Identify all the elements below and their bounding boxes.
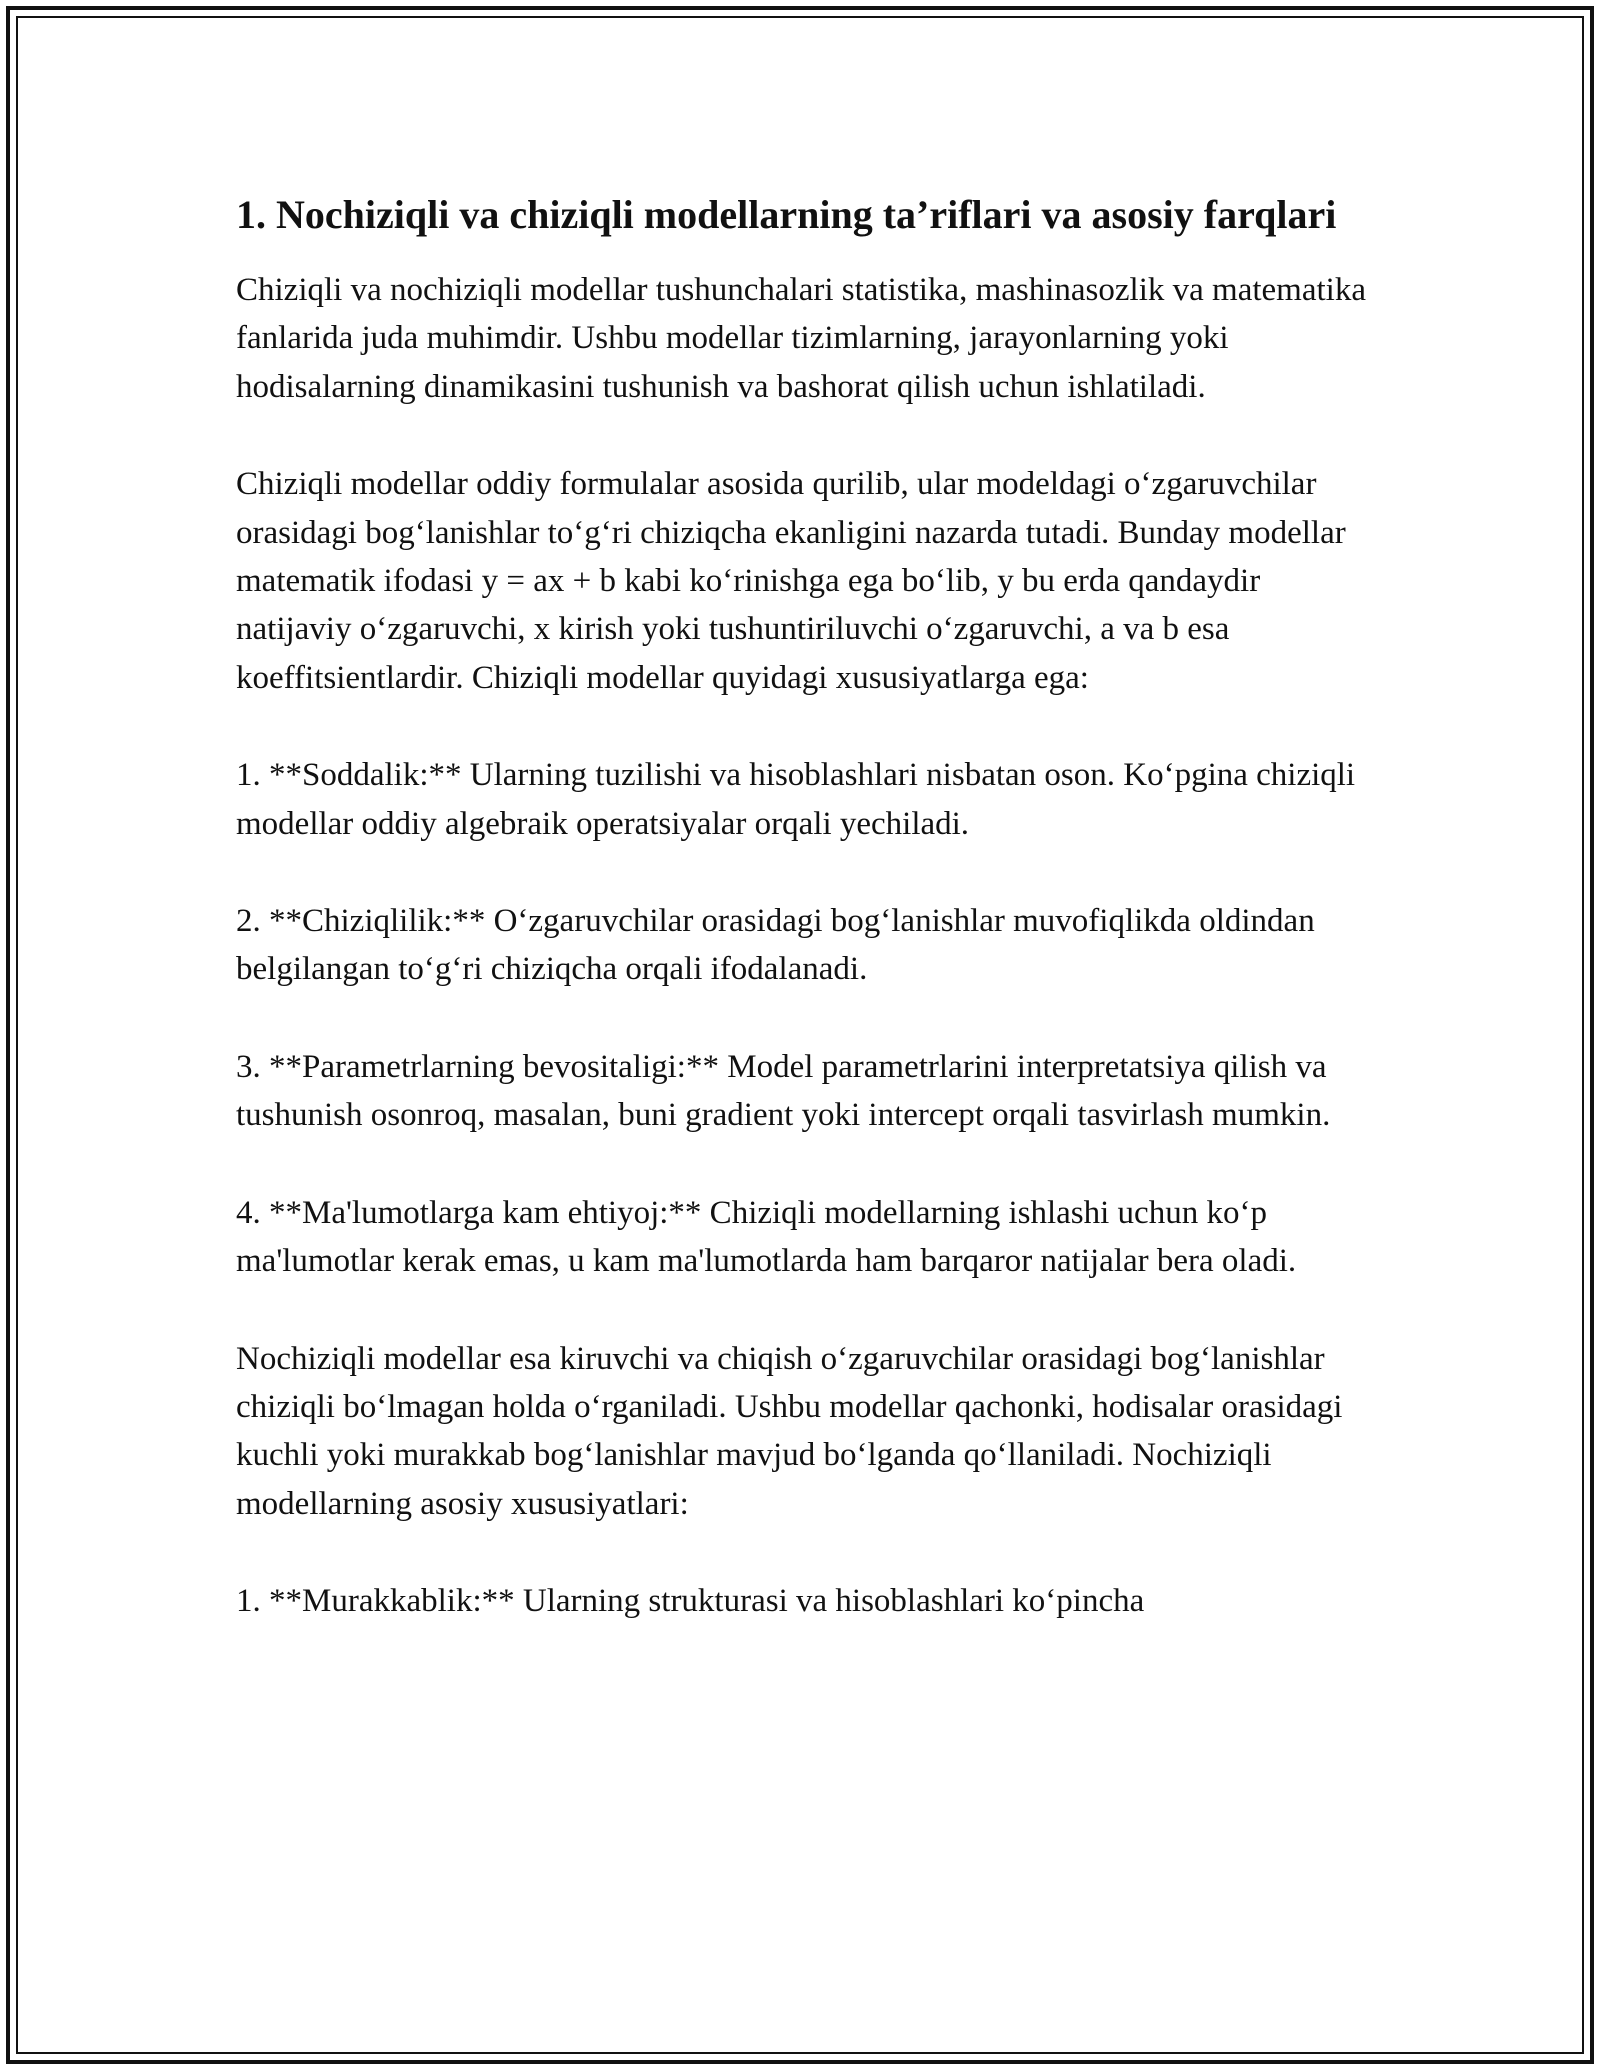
document-body [236, 188, 1371, 1626]
paragraph-linear-models: Chiziqli modellar oddiy formulalar asosida qurilib, ular modeldagi o‘zgaruvchilar orasidagi bog‘lanishlar to‘g‘ri chiziqcha ekanligini nazarda tutadi. Bunday modellar matematik ifodasi y = ax + b kabi ko‘rinishga ega bo‘lib, y bu erda qandaydir natijaviy o‘zgaruvchi, x kirish yoki tushuntiriluvchi o‘zgaruvchi, a va b esa koeffitsientlardir. Chiziqli modellar quyidagi xususiyatlarga ega: [236, 466, 1346, 696]
paragraph-intro: Chiziqli va nochiziqli modellar tushunchalari statistika, mashinasozlik va matematika fanlarida juda muhimdir. Ushbu modellar tizimlarning, jarayonlarning yoki hodisalarning dinamikasini tushunish va bashorat qilish uchun ishlatiladi. [236, 272, 1366, 405]
list-item-data-needs: 4. **Ma'lumotlarga kam ehtiyoj:** Chiziqli modellarning ishlashi uchun ko‘p ma'lumotlar kerak emas, u kam ma'lumotlarda ham barqaror natijalar bera oladi. [236, 1194, 1297, 1280]
list-item-simplicity: 1. **Soddalik:** Ularning tuzilishi va hisoblashlari nisbatan oson. Ko‘pgina chiziqli modellar oddiy algebraik operatsiyalar orqali yechiladi. [236, 757, 1356, 842]
section-title: 1. Nochiziqli va chiziqli modellarning ta’riflari va asosiy farqlari [236, 192, 1337, 237]
list-item-parameters: 3. **Parametrlarning bevositaligi:** Model parametrlarini interpretatsiya qilish va tushunish osonroq, masalan, buni gradient yoki intercept orqali tasvirlash mumkin. [236, 1048, 1331, 1134]
list-item-linearity: 2. **Chiziqlilik:** O‘zgaruvchilar orasidagi bog‘lanishlar muvofiqlikda oldindan belgilangan to‘g‘ri chiziqcha orqali ifodalanadi. [236, 903, 1315, 988]
list-item-complexity: 1. **Murakkablik:** Ularning strukturasi va hisoblashlari ko‘pincha [236, 1583, 1145, 1620]
paragraph-nonlinear-models: Nochiziqli modellar esa kiruvchi va chiqish o‘zgaruvchilar orasidagi bog‘lanishlar chiziqli bo‘lmagan holda o‘rganiladi. Ushbu modellar qachonki, hodisalar orasidagi kuchli yoki murakkab bog‘lanishlar mavjud bo‘lganda qo‘llaniladi. Nochiziqli modellarning asosiy xususiyatlari: [236, 1340, 1343, 1522]
